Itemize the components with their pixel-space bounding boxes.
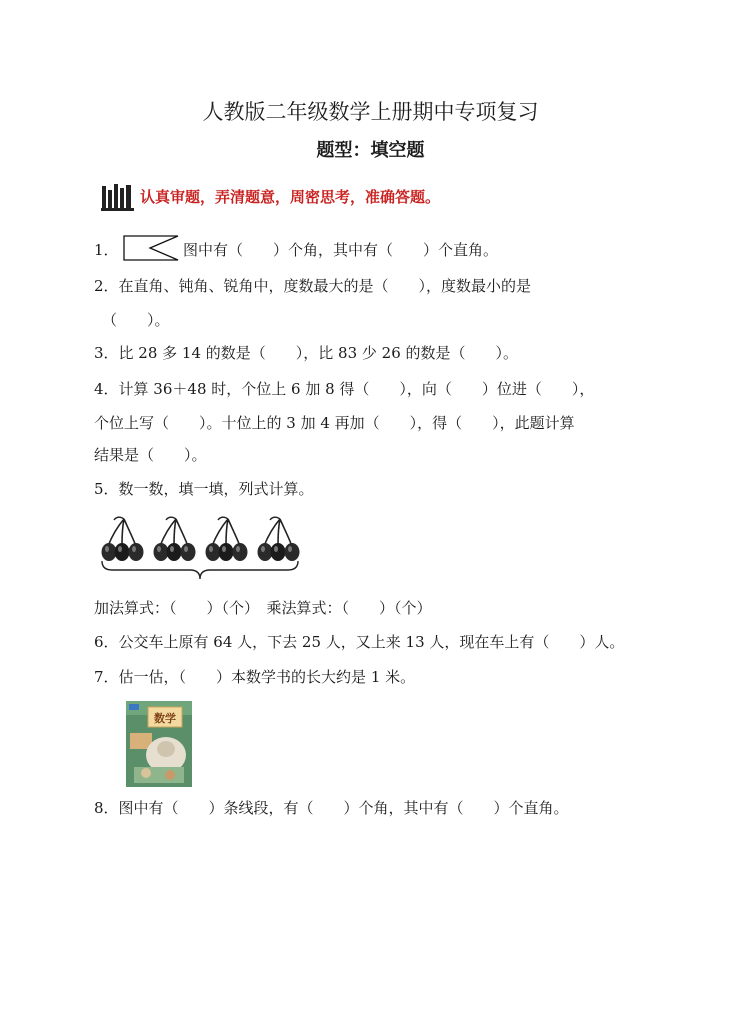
cherry-icon — [258, 517, 300, 561]
cherry-icon — [154, 517, 196, 561]
math-book-cover — [126, 701, 192, 787]
angle-figure — [122, 233, 180, 263]
q4-text-line1: 4．计算 36＋48 时，个位上 6 加 8 得（ ），向（ ）位进（ ）， — [94, 380, 595, 398]
cherry-icon — [102, 517, 144, 561]
brace-figure — [100, 559, 300, 581]
page-title: 人教版二年级数学上册期中专项复习 — [202, 100, 539, 124]
instruction-text: 认真审题，弄清题意，周密思考，准确答题。 — [140, 188, 441, 206]
books-icon — [101, 182, 135, 212]
q5-text: 5．数一数，填一填，列式计算。 — [94, 480, 314, 498]
q4-text-line3: 结果是（ ）。 — [94, 446, 207, 464]
cherry-icon — [206, 517, 248, 561]
q2-text-line1: 2．在直角、钝角、锐角中，度数最大的是（ ），度数最小的是 — [94, 277, 532, 295]
page-subtitle: 题型：填空题 — [316, 140, 425, 161]
q1-text: 图中有（ ）个角，其中有（ ）个直角。 — [183, 241, 499, 259]
cherry-figure — [100, 514, 300, 564]
q6-text: 6．公交车上原有 64 人，下去 25 人，又上来 13 人，现在车上有（ ）人。 — [94, 633, 625, 651]
q7-text: 7．估一估，（ ）本数学书的长大约是 1 米。 — [94, 668, 416, 686]
q2-text-line2: （ ）。 — [102, 311, 170, 329]
q8-text: 8．图中有（ ）条线段，有（ ）个角，其中有（ ）个直角。 — [94, 799, 569, 817]
q5-formulas: 加法算式：（ ）（个） 乘法算式：（ ）（个） — [94, 599, 432, 617]
q4-text-line2: 个位上写（ ）。十位上的 3 加 4 再加（ ），得（ ），此题计算 — [94, 414, 575, 432]
q1-number: 1． — [94, 241, 119, 259]
q3-text: 3．比 28 多 14 的数是（ ），比 83 少 26 的数是（ ）。 — [94, 344, 519, 362]
book-cover-title: 数学 — [154, 712, 176, 725]
